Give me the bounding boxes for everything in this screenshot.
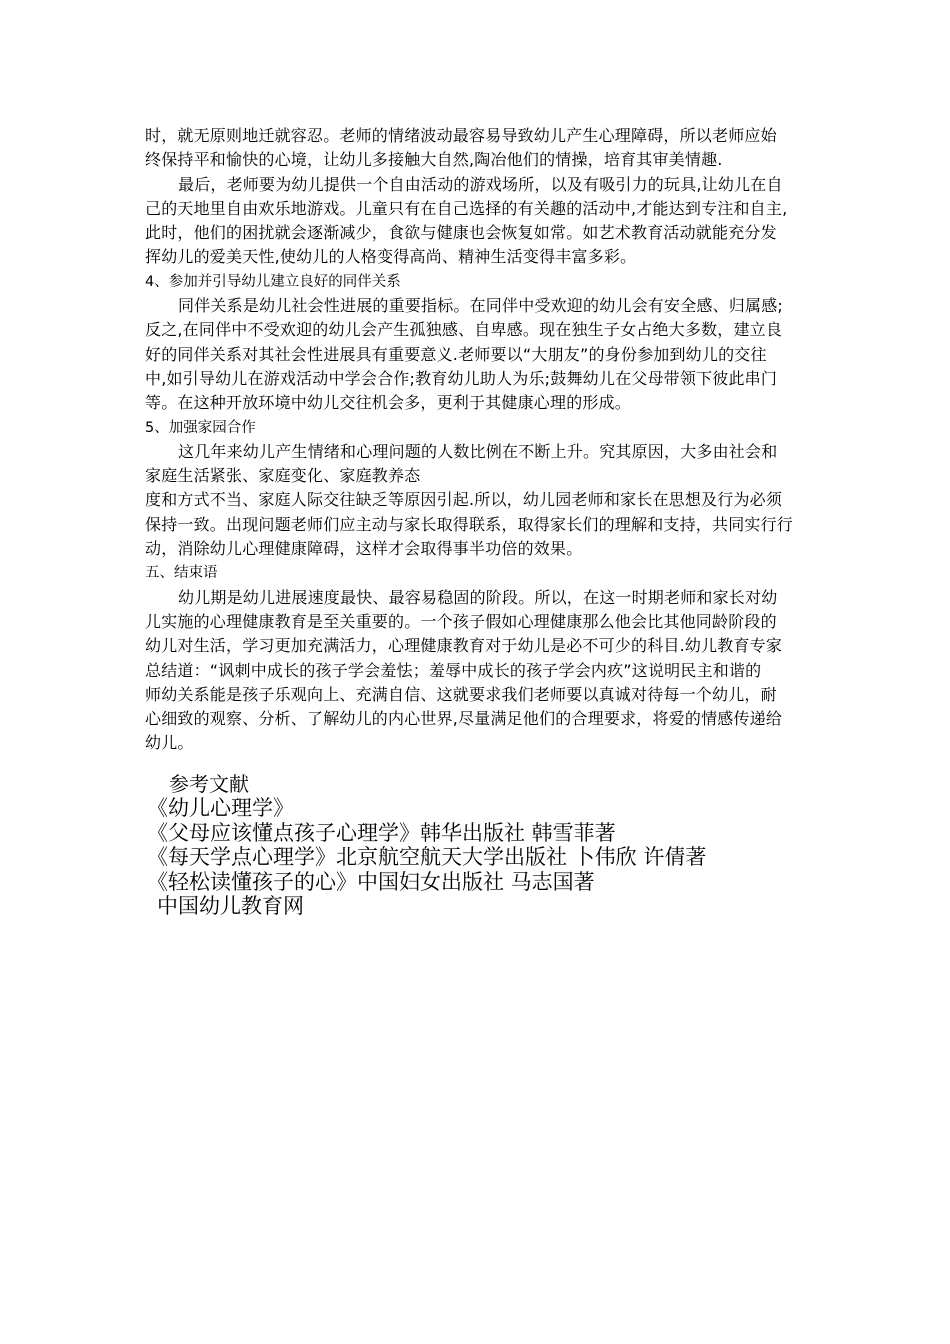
reference-item: 中国幼儿教育网 — [157, 894, 304, 918]
text-line: 己的天地里自由欢乐地游戏。儿童只有在自己选择的有关趣的活动中,才能达到专注和自主, — [145, 198, 788, 218]
section-heading: 4、参加并引导幼儿建立良好的同伴关系 — [145, 273, 401, 290]
text-line: 心细致的观察、分析、了解幼儿的内心世界,尽量满足他们的合理要求，将爱的情感传递给 — [145, 709, 783, 729]
reference-item: 《父母应该懂点孩子心理学》韩华出版社 韩雪菲著 — [147, 820, 616, 845]
text-line: 等。在这种开放环境中幼儿交往机会多，更利于其健康心理的形成。 — [145, 393, 632, 413]
text-line: 师幼关系能是孩子乐观向上、充满自信、这就要求我们老师要以真诚对待每一个幼儿，耐 — [145, 684, 777, 704]
references-section — [147, 772, 706, 919]
text-line: 同伴关系是幼儿社会性进展的重要指标。在同伴中受欢迎的幼儿会有安全感、归属感; — [178, 296, 783, 316]
text-line: 这几年来幼儿产生情绪和心理问题的人数比例在不断上升。究其原因，大多由社会和 — [178, 441, 778, 461]
text-line: 动，消除幼儿心理健康障碍，这样才会取得事半功倍的效果。 — [145, 539, 583, 559]
text-line: 中,如引导幼儿在游戏活动中学会合作;教育幼儿助人为乐;鼓舞幼儿在父母带领下彼此串门 — [145, 368, 778, 388]
text-line: 最后，老师要为幼儿提供一个自由活动的游戏场所，以及有吸引力的玩具,让幼儿在自 — [178, 174, 783, 194]
text-line: 总结道：“讽刺中成长的孩子学会羞怯；羞辱中成长的孩子学会内疚”这说明民主和谐的 — [145, 660, 762, 680]
text-line: 反之,在同伴中不受欢迎的幼儿会产生孤独感、自卑感。现在独生子女占绝大多数，建立良 — [145, 320, 783, 340]
text-line: 幼儿期是幼儿进展速度最快、最容易稳固的阶段。所以，在这一时期老师和家长对幼 — [178, 587, 778, 607]
reference-item: 《幼儿心理学》 — [147, 796, 294, 820]
reference-item: 《每天学点心理学》北京航空航天大学出版社 卜伟欣 许倩著 — [147, 845, 707, 869]
document-body — [145, 124, 815, 756]
text-line: 此时，他们的困扰就会逐渐减少，食欲与健康也会恢复如常。如艺术教育活动就能充分发 — [145, 223, 777, 243]
text-line: 好的同伴关系对其社会性进展具有重要意义.老师要以“大朋友”的身份参加到幼儿的交往 — [145, 344, 767, 364]
text-line: 时，就无原则地迁就容忍。老师的情绪波动最容易导致幼儿产生心理障碍，所以老师应始 — [145, 126, 777, 145]
reference-item: 《轻松读懂孩子的心》中国妇女出版社 马志国著 — [147, 869, 595, 894]
text-line: 保持一致。出现问题老师们应主动与家长取得联系，取得家长们的理解和支持，共同实行行 — [145, 514, 794, 534]
text-line: 度和方式不当、家庭人际交往缺乏等原因引起.所以，幼儿园老师和家长在思想及行为必须 — [145, 490, 783, 510]
section-heading: 5、加强家园合作 — [145, 419, 256, 436]
section-heading: 五、结束语 — [145, 565, 218, 582]
references-title: 参考文献 — [169, 772, 249, 796]
text-line: 幼儿对生活，学习更加充满活力，心理健康教育对于幼儿是必不可少的科目.幼儿教育专家 — [145, 636, 783, 656]
text-line: 挥幼儿的爱美天性,使幼儿的人格变得高尚、精神生活变得丰富多彩。 — [145, 247, 637, 267]
text-line: 家庭生活紧张、家庭变化、家庭教养态 — [145, 466, 421, 486]
text-line: 幼儿。 — [145, 733, 194, 753]
text-line: 终保持平和愉快的心境，让幼儿多接触大自然,陶冶他们的情操，培育其审美情趣. — [145, 150, 723, 170]
text-line: 儿实施的心理健康教育是至关重要的。一个孩子假如心理健康那么他会比其他同龄阶段的 — [145, 611, 777, 631]
